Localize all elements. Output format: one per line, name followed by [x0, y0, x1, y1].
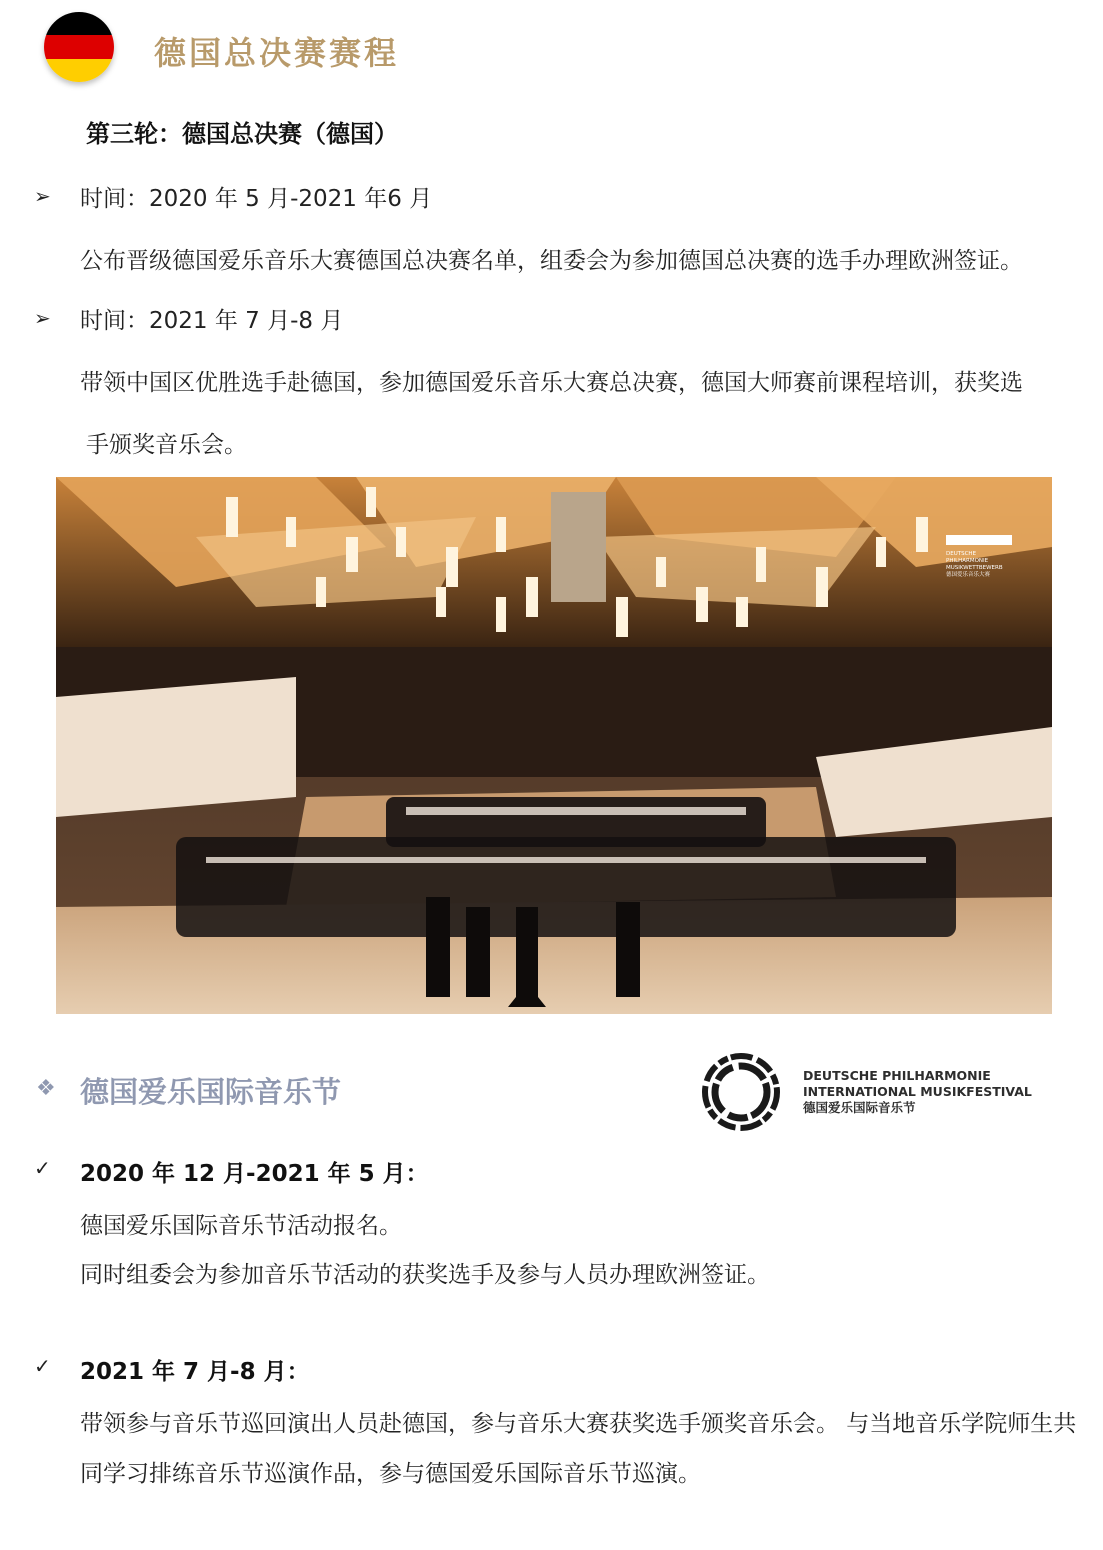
schedule-time-1: 时间：2020 年 5 月-2021 年6 月 — [80, 186, 433, 212]
schedule-time-2: 时间：2021 年 7 月-8 月 — [80, 308, 344, 334]
festival-desc-2b: 同学习排练音乐节巡演作品，参与德国爱乐国际音乐节巡演。 — [80, 1461, 701, 1487]
schedule-desc-1: 公布晋级德国爱乐音乐大赛德国总决赛名单，组委会为参加德国总决赛的选手办理欧洲签证。 — [80, 248, 1023, 274]
round-title: 第三轮：德国总决赛（德国） — [86, 120, 398, 148]
concert-hall-photo — [56, 477, 1052, 1014]
festival-desc-2a: 带领参与音乐节巡回演出人员赴德国，参与音乐大赛获奖选手颁奖音乐会。 与当地音乐学院师生共 — [80, 1411, 1077, 1437]
festival-desc-1a: 德国爱乐国际音乐节活动报名。 — [80, 1213, 402, 1239]
badge-line: MUSIKWETTBEWERB — [946, 565, 1003, 571]
german-flag-icon — [44, 12, 114, 82]
diamond-bullet-icon: ❖ — [36, 1076, 56, 1101]
logo-line: 德国爱乐国际音乐节 — [803, 1100, 916, 1115]
logo-line: DEUTSCHE PHILHARMONIE — [803, 1068, 991, 1083]
festival-logo-text — [803, 1068, 1032, 1116]
festival-title: 德国爱乐国际音乐节 — [80, 1075, 342, 1109]
festival-desc-1b: 同时组委会为参加音乐节活动的获奖选手及参与人员办理欧洲签证。 — [80, 1262, 770, 1288]
badge-line: PHILHARMONIE — [946, 558, 989, 564]
logo-line: INTERNATIONAL MUSIKFESTIVAL — [803, 1084, 1032, 1099]
arrow-bullet-icon: ➢ — [34, 306, 51, 330]
badge-bar — [946, 535, 1012, 545]
festival-date-2: 2021 年 7 月-8 月： — [80, 1359, 310, 1385]
badge-line: 德国爱乐音乐大赛 — [946, 572, 991, 578]
check-bullet-icon: ✓ — [34, 1156, 51, 1180]
festival-logo-icon — [701, 1052, 781, 1132]
schedule-desc-2b: 手颁奖音乐会。 — [86, 432, 247, 458]
schedule-desc-2a: 带领中国区优胜选手赴德国，参加德国爱乐音乐大赛总决赛，德国大师赛前课程培训，获奖选 — [80, 370, 1023, 396]
arrow-bullet-icon: ➢ — [34, 184, 51, 208]
festival-date-1: 2020 年 12 月-2021 年 5 月： — [80, 1161, 429, 1187]
competition-badge — [946, 535, 1016, 579]
check-bullet-icon: ✓ — [34, 1354, 51, 1378]
badge-line: DEUTSCHE — [946, 551, 977, 557]
page-title: 德国总决赛赛程 — [154, 34, 400, 72]
